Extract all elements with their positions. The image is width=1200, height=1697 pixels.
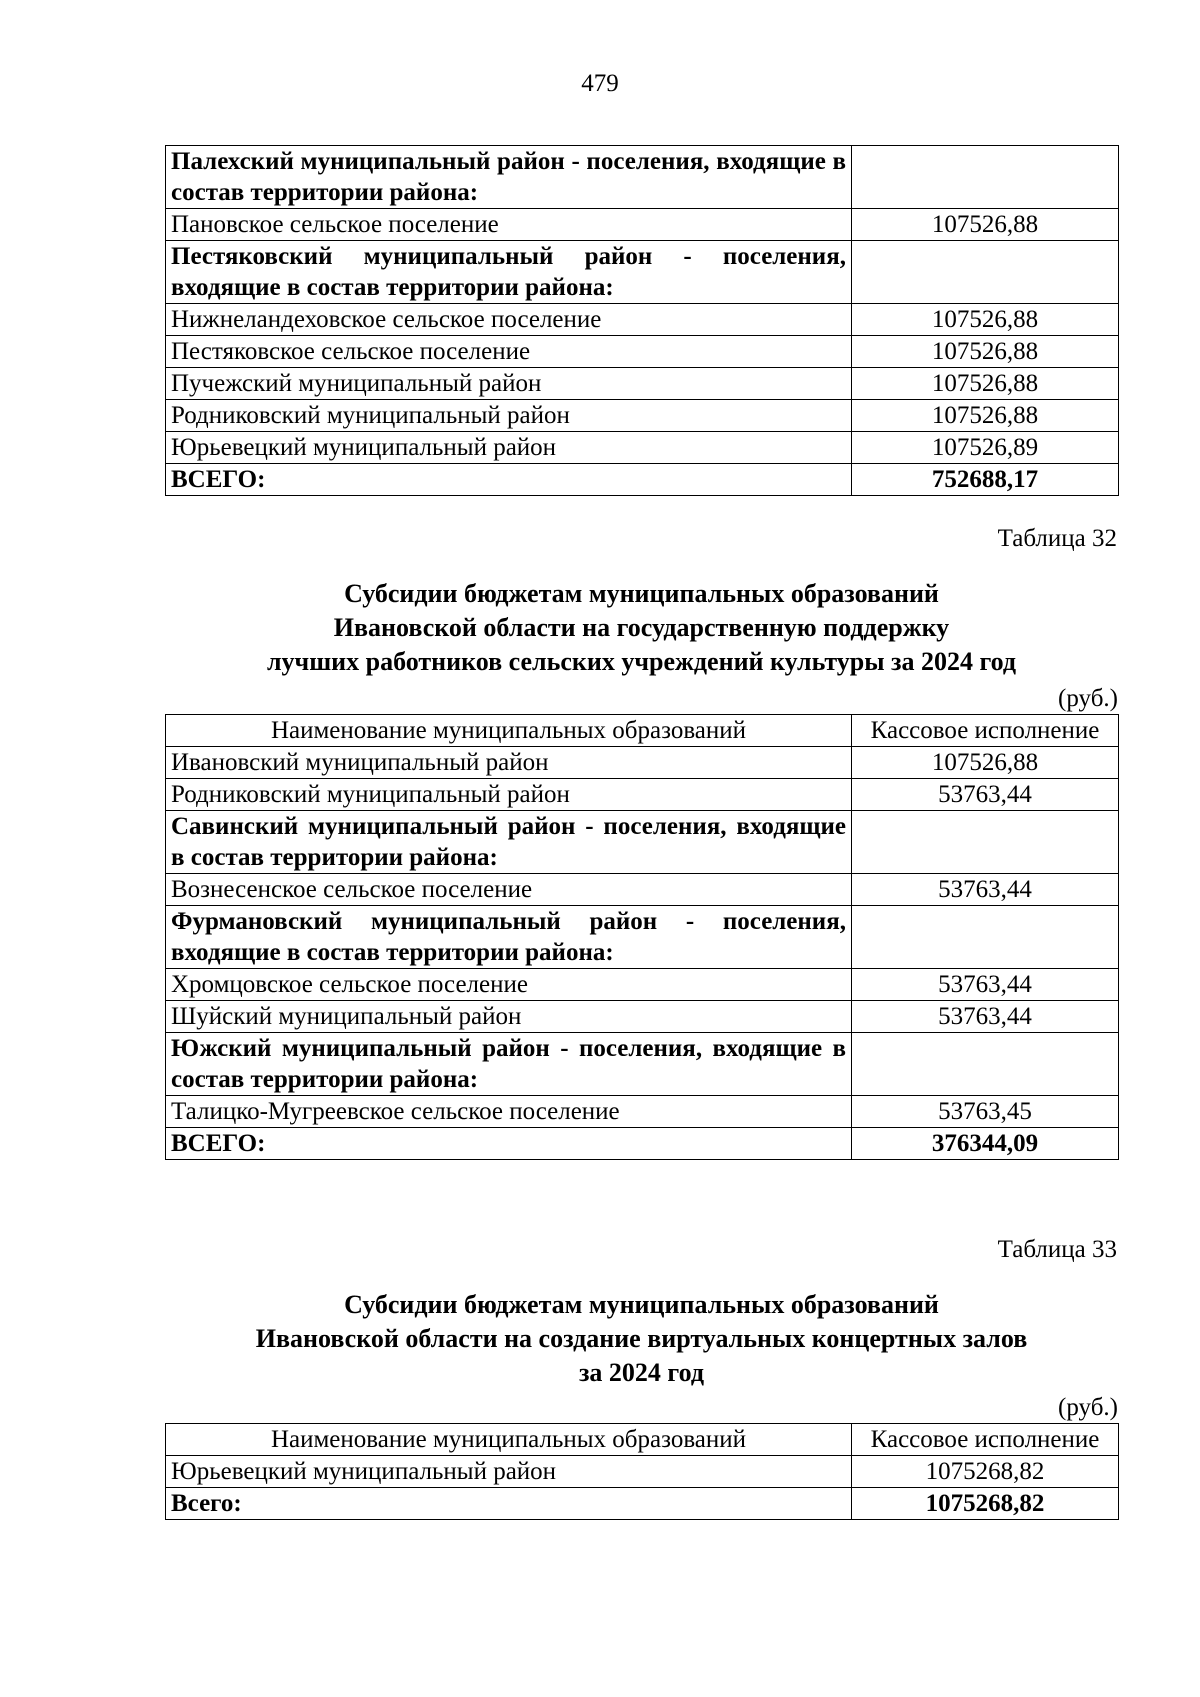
cash-execution-value: [852, 811, 1119, 874]
table-32-label: Таблица 32: [997, 525, 1117, 552]
table-row: [166, 1456, 1119, 1488]
table-32-title-line: Субсидии бюджетам муниципальных образований: [344, 579, 939, 608]
cash-execution-value: 107526,88: [852, 336, 1119, 368]
cash-execution-value: 53763,44: [852, 1001, 1119, 1033]
table-row: [166, 400, 1119, 432]
municipality-name: Всего:: [166, 1488, 852, 1520]
group-header-row: [166, 146, 1119, 209]
cash-execution-value: 752688,17: [852, 464, 1119, 496]
cash-execution-value: [852, 146, 1119, 209]
header-value: Кассовое исполнение: [852, 715, 1119, 747]
cash-execution-value: [852, 241, 1119, 304]
header-name: Наименование муниципальных образований: [166, 715, 852, 747]
municipality-name: Южский муниципальный район - поселения, входящие в состав территории района:: [166, 1033, 852, 1096]
municipality-name: Вознесенское сельское поселение: [166, 874, 852, 906]
group-header-row: [166, 241, 1119, 304]
municipality-name: Талицко-Мугреевское сельское поселение: [166, 1096, 852, 1128]
group-header-row: [166, 906, 1119, 969]
page-number: 479: [581, 70, 619, 97]
table-32-unit: (руб.): [1058, 685, 1118, 712]
table-31-continuation: [165, 145, 1119, 496]
table-row: [166, 304, 1119, 336]
table-row: [166, 1096, 1119, 1128]
table-32-title-line: лучших работников сельских учреждений культуры за 2024 год: [266, 647, 1017, 676]
table-row: [166, 779, 1119, 811]
cash-execution-value: 107526,88: [852, 368, 1119, 400]
table-row: [166, 1001, 1119, 1033]
table-row: [166, 209, 1119, 241]
table-33-label: Таблица 33: [997, 1236, 1117, 1263]
municipality-name: Хромцовское сельское поселение: [166, 969, 852, 1001]
municipality-name: Пестяковское сельское поселение: [166, 336, 852, 368]
table-33-title-line: за 2024 год: [578, 1358, 704, 1387]
cash-execution-value: [852, 906, 1119, 969]
table-row: [166, 368, 1119, 400]
municipality-name: Савинский муниципальный район - поселения, входящие в состав территории района:: [166, 811, 852, 874]
cash-execution-value: 376344,09: [852, 1128, 1119, 1160]
municipality-name: Юрьевецкий муниципальный район: [166, 432, 852, 464]
table-row: [166, 747, 1119, 779]
cash-execution-value: 107526,88: [852, 400, 1119, 432]
table-32-title-line: Ивановской области на государственную поддержку: [333, 613, 950, 642]
municipality-name: Шуйский муниципальный район: [166, 1001, 852, 1033]
header-value: Кассовое исполнение: [852, 1424, 1119, 1456]
municipality-name: Палехский муниципальный район - поселения, входящие в состав территории района:: [166, 146, 852, 209]
table-header-row: [166, 715, 1119, 747]
municipality-name: Фурмановский муниципальный район - поселения, входящие в состав территории района:: [166, 906, 852, 969]
cash-execution-value: 107526,88: [852, 209, 1119, 241]
municipality-name: Нижнеландеховское сельское поселение: [166, 304, 852, 336]
total-row: [166, 464, 1119, 496]
municipality-name: Пестяковский муниципальный район - поселения, входящие в состав территории района:: [166, 241, 852, 304]
cash-execution-value: 53763,44: [852, 969, 1119, 1001]
table-row: [166, 336, 1119, 368]
municipality-name: Юрьевецкий муниципальный район: [166, 1456, 852, 1488]
cash-execution-value: 107526,88: [852, 304, 1119, 336]
table-33-title-line: Субсидии бюджетам муниципальных образований: [344, 1290, 939, 1319]
table-33-unit: (руб.): [1058, 1394, 1118, 1421]
table-32: [165, 714, 1119, 1160]
cash-execution-value: [852, 1033, 1119, 1096]
cash-execution-value: 53763,44: [852, 874, 1119, 906]
table-row: [166, 874, 1119, 906]
municipality-name: ВСЕГО:: [166, 464, 852, 496]
municipality-name: Пучежский муниципальный район: [166, 368, 852, 400]
table-header-row: [166, 1424, 1119, 1456]
cash-execution-value: 107526,89: [852, 432, 1119, 464]
header-name: Наименование муниципальных образований: [166, 1424, 852, 1456]
table-33: [165, 1423, 1119, 1520]
table-32-title: [165, 577, 1118, 679]
cash-execution-value: 53763,44: [852, 779, 1119, 811]
cash-execution-value: 107526,88: [852, 747, 1119, 779]
group-header-row: [166, 1033, 1119, 1096]
municipality-name: ВСЕГО:: [166, 1128, 852, 1160]
municipality-name: Родниковский муниципальный район: [166, 400, 852, 432]
table-33-title-line: Ивановской области на создание виртуальных концертных залов: [255, 1324, 1028, 1353]
municipality-name: Родниковский муниципальный район: [166, 779, 852, 811]
cash-execution-value: 53763,45: [852, 1096, 1119, 1128]
table-row: [166, 969, 1119, 1001]
total-row: [166, 1128, 1119, 1160]
table-33-title: [165, 1288, 1118, 1390]
municipality-name: Пановское сельское поселение: [166, 209, 852, 241]
cash-execution-value: 1075268,82: [852, 1488, 1119, 1520]
cash-execution-value: 1075268,82: [852, 1456, 1119, 1488]
table-row: [166, 432, 1119, 464]
municipality-name: Ивановский муниципальный район: [166, 747, 852, 779]
group-header-row: [166, 811, 1119, 874]
total-row: [166, 1488, 1119, 1520]
